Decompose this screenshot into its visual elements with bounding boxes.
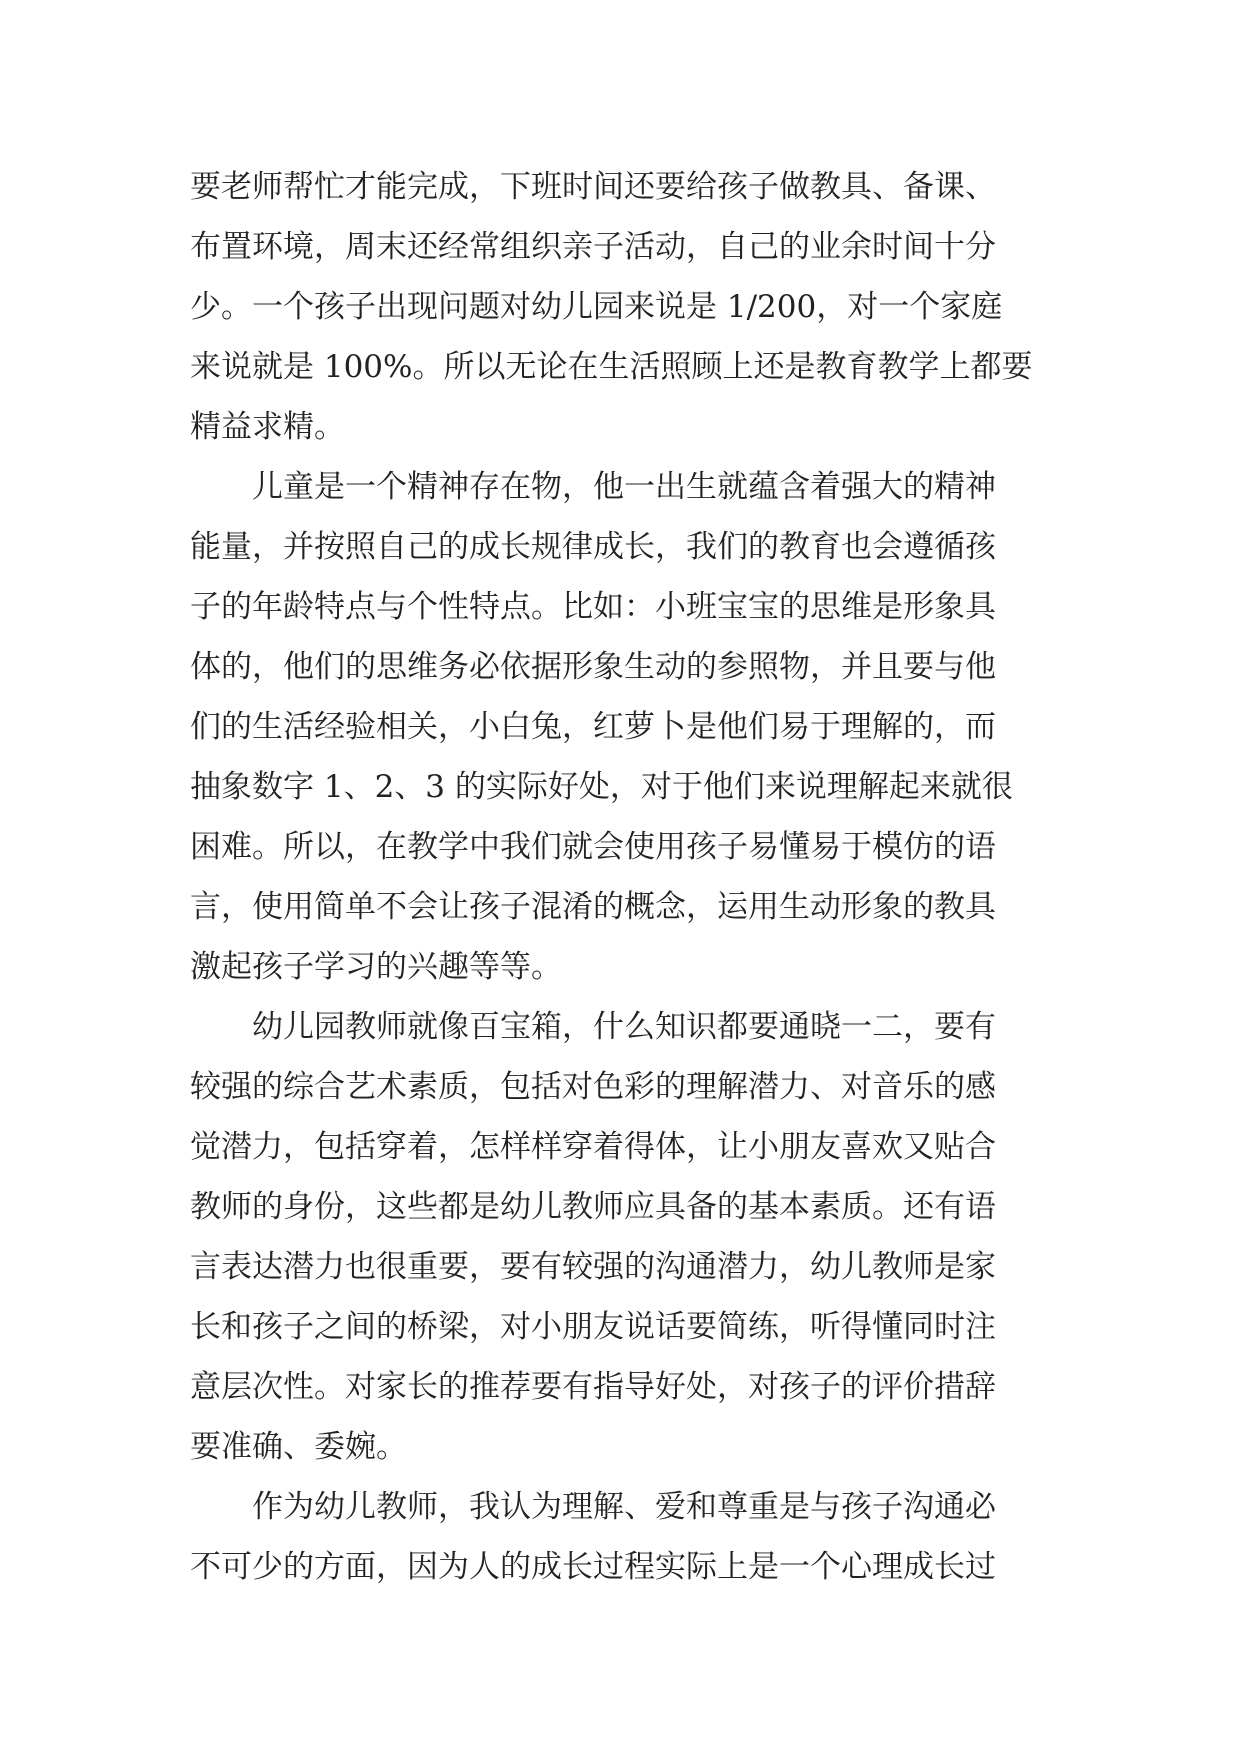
text-line: 精益求精。 — [190, 409, 345, 445]
paragraph-2 — [190, 457, 1060, 997]
text-line: 抽象数字 1、2、3 的实际好处，对于他们来说理解起来就很 — [190, 769, 1013, 805]
text-line: 长和孩子之间的桥梁，对小朋友说话要简练，听得懂同时注 — [190, 1309, 996, 1345]
text-line: 作为幼儿教师，我认为理解、爱和尊重是与孩子沟通必 — [252, 1489, 996, 1525]
text-line: 来说就是 100%。所以无论在生活照顾上还是教育教学上都要 — [190, 349, 1033, 385]
text-line: 儿童是一个精神存在物，他一出生就蕴含着强大的精神 — [252, 469, 996, 505]
text-line: 要老师帮忙才能完成，下班时间还要给孩子做教具、备课、 — [190, 169, 996, 205]
text-line: 激起孩子学习的兴趣等等。 — [190, 949, 562, 985]
text-line: 言表达潜力也很重要，要有较强的沟通潜力，幼儿教师是家 — [190, 1249, 996, 1285]
text-line: 们的生活经验相关，小白兔，红萝卜是他们易于理解的，而 — [190, 709, 996, 745]
text-line: 觉潜力，包括穿着，怎样样穿着得体，让小朋友喜欢又贴合 — [190, 1129, 996, 1165]
text-line: 教师的身份，这些都是幼儿教师应具备的基本素质。还有语 — [190, 1189, 996, 1225]
paragraph-4 — [190, 1477, 1060, 1597]
paragraph-1 — [190, 157, 1060, 457]
text-line: 不可少的方面，因为人的成长过程实际上是一个心理成长过 — [190, 1549, 996, 1585]
text-line: 要准确、委婉。 — [190, 1429, 407, 1465]
text-line: 布置环境，周末还经常组织亲子活动，自己的业余时间十分 — [190, 229, 996, 265]
text-line: 能量，并按照自己的成长规律成长，我们的教育也会遵循孩 — [190, 529, 996, 565]
text-line: 幼儿园教师就像百宝箱，什么知识都要通晓一二，要有 — [252, 1009, 996, 1045]
document-body — [190, 157, 1060, 1597]
text-line: 困难。所以，在教学中我们就会使用孩子易懂易于模仿的语 — [190, 829, 996, 865]
text-line: 言，使用简单不会让孩子混淆的概念，运用生动形象的教具 — [190, 889, 996, 925]
text-line: 子的年龄特点与个性特点。比如：小班宝宝的思维是形象具 — [190, 589, 996, 625]
text-line: 意层次性。对家长的推荐要有指导好处，对孩子的评价措辞 — [190, 1369, 996, 1405]
text-line: 体的，他们的思维务必依据形象生动的参照物，并且要与他 — [190, 649, 996, 685]
text-line: 较强的综合艺术素质，包括对色彩的理解潜力、对音乐的感 — [190, 1069, 996, 1105]
paragraph-3 — [190, 997, 1060, 1477]
text-line: 少。一个孩子出现问题对幼儿园来说是 1/200，对一个家庭 — [190, 289, 1003, 325]
